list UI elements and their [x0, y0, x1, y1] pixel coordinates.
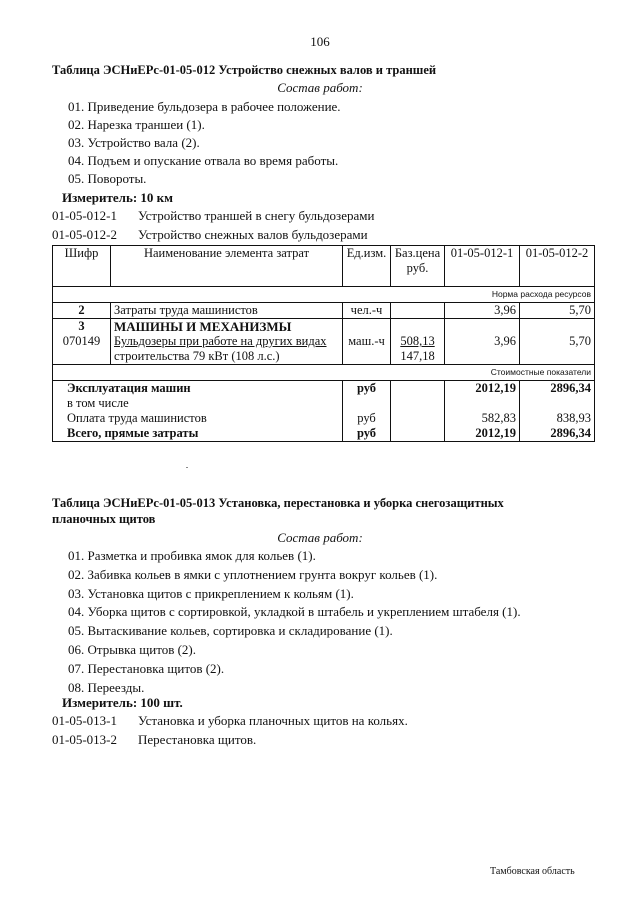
work-item: 04. Уборка щитов с сортировкой, укладкой в штабель и укреплением штабеля (1). — [68, 604, 521, 620]
work-item: 04. Подъем и опускание отвала во время работы. — [68, 153, 339, 168]
cost-label: Стоимостные показатели — [53, 365, 595, 381]
row-value2: 5,70 — [520, 334, 595, 365]
table2-title-line1: Таблица ЭСНиЕРс-01-05-013 Установка, перестановка и уборка снегозащитных — [52, 496, 504, 510]
variant-row — [52, 226, 374, 245]
table-row — [53, 381, 595, 397]
row-name-line2: строительства 79 кВт (108 л.с.) — [114, 349, 280, 363]
table1-meter: Измеритель: 10 км — [62, 190, 173, 205]
table-row — [53, 303, 595, 319]
variant-code: 01-05-013-1 — [52, 713, 117, 728]
row-name — [111, 334, 343, 365]
table2-title-line2: планочных щитов — [52, 512, 156, 526]
variant-code: 01-05-012-1 — [52, 208, 117, 223]
variant-code: 01-05-013-2 — [52, 731, 117, 747]
row-value2: 5,70 — [520, 303, 595, 319]
norm-section-row — [53, 287, 595, 303]
norm-label: Норма расхода ресурсов — [53, 287, 595, 303]
variant-row — [52, 712, 408, 731]
cost-name: в том числе — [53, 396, 343, 411]
row-unit: чел.-ч — [343, 303, 391, 319]
table-row — [53, 426, 595, 442]
page-number: 106 — [310, 34, 330, 49]
resource-table — [52, 245, 595, 442]
work-item: 07. Перестановка щитов (2). — [68, 660, 225, 676]
work-item: 03. Устройство вала (2). — [68, 135, 200, 150]
work-item: 02. Забивка кольев в ямки с уплотнением грунта вокруг кольев (1). — [68, 566, 438, 582]
cost-name: Оплата труда машинистов — [53, 411, 343, 426]
work-item: 03. Установка щитов с прикреплением к кольям (1). — [68, 585, 354, 601]
variant-row — [52, 731, 408, 750]
cost-unit: руб — [343, 411, 391, 426]
cost-value2: 2896,34 — [520, 426, 595, 442]
header-base-price — [391, 246, 445, 287]
cost-unit: руб — [343, 426, 391, 442]
row-value1: 3,96 — [445, 303, 520, 319]
table-row — [53, 411, 595, 426]
base-price-line1: Баз.цена — [394, 246, 441, 260]
footer-region: Тамбовская область — [490, 866, 575, 877]
table-row — [53, 396, 595, 411]
base-price-line2: руб. — [406, 261, 429, 275]
cost-name: Всего, прямые затраты — [53, 426, 343, 442]
row-price — [391, 334, 445, 365]
row-name: Затраты труда машинистов — [111, 303, 343, 319]
header-col1: 01-05-012-1 — [445, 246, 520, 287]
cost-section-row — [53, 365, 595, 381]
variant-text: Установка и уборка планочных щитов на кольях. — [138, 713, 408, 728]
price-line1: 508,13 — [400, 334, 435, 348]
header-code: Шифр — [53, 246, 111, 287]
row-unit: маш.-ч — [343, 334, 391, 365]
row-name: МАШИНЫ И МЕХАНИЗМЫ — [111, 319, 343, 335]
row-price — [391, 303, 445, 319]
cost-value1: 2012,19 — [445, 426, 520, 442]
cost-value1: 2012,19 — [445, 381, 520, 397]
row-code: 070149 — [53, 334, 111, 365]
table2-title — [52, 495, 504, 527]
cost-value1: 582,83 — [445, 411, 520, 426]
table1-works-list — [68, 98, 341, 188]
header-col2: 01-05-012-2 — [520, 246, 595, 287]
work-item: 08. Переезды. — [68, 679, 145, 695]
variant-text: Устройство траншей в снегу бульдозерами — [138, 208, 375, 223]
variant-row — [52, 207, 374, 226]
row-name-line1: Бульдозеры при работе на других видах — [114, 334, 327, 348]
row-code: 3 — [53, 319, 111, 335]
header-unit: Ед.изм. — [343, 246, 391, 287]
row-code: 2 — [53, 303, 111, 319]
table1-title: Таблица ЭСНиЕРс-01-05-012 Устройство снежных валов и траншей — [52, 63, 437, 77]
work-item: 01. Приведение бульдозера в рабочее положение. — [68, 99, 341, 114]
variant-code: 01-05-012-2 — [52, 226, 117, 242]
cost-value2: 838,93 — [520, 411, 595, 426]
table-header-row — [53, 246, 595, 287]
table2-works-list — [68, 547, 521, 697]
variant-text: Устройство снежных валов бульдозерами — [138, 226, 368, 242]
scan-speck — [186, 467, 188, 468]
table-row — [53, 334, 595, 365]
cost-name: Эксплуатация машин — [53, 381, 343, 397]
price-line2: 147,18 — [400, 349, 435, 363]
variant-text: Перестановка щитов. — [138, 731, 257, 747]
table2-meter: Измеритель: 100 шт. — [62, 695, 183, 710]
cost-value2: 2896,34 — [520, 381, 595, 397]
work-item: 06. Отрывка щитов (2). — [68, 641, 197, 657]
work-item: 05. Вытаскивание кольев, сортировка и складирование (1). — [68, 623, 393, 639]
table2-works-heading: Состав работ: — [277, 530, 363, 545]
table-row — [53, 319, 595, 335]
table1-works-heading: Состав работ: — [277, 80, 363, 95]
work-item: 02. Нарезка траншеи (1). — [68, 117, 205, 132]
work-item: 01. Разметка и пробивка ямок для кольев (1). — [68, 548, 316, 563]
work-item: 05. Повороты. — [68, 171, 147, 186]
cost-unit: руб — [343, 381, 391, 397]
table1-variants — [52, 207, 374, 244]
header-name: Наименование элемента затрат — [111, 246, 343, 287]
table2-variants — [52, 712, 408, 749]
row-value1: 3,96 — [445, 334, 520, 365]
